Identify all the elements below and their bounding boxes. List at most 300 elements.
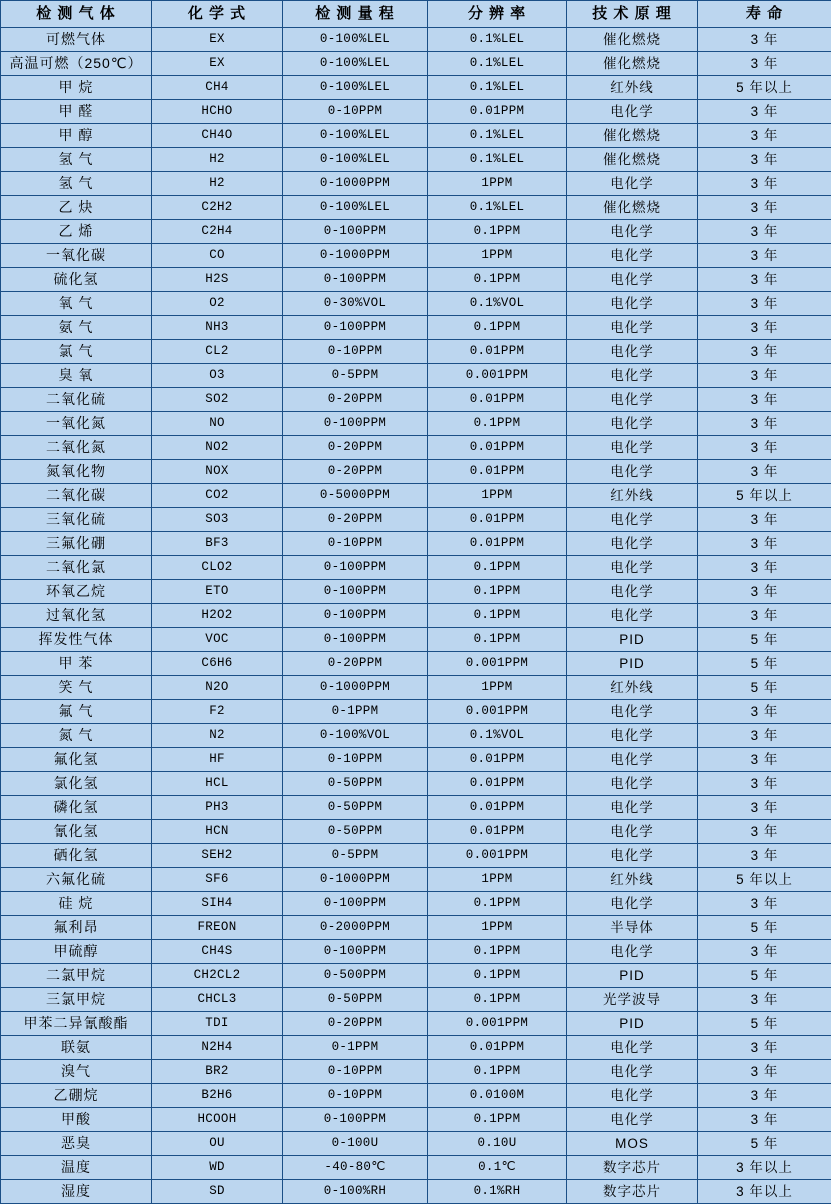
cell-detection-range: 0-20PPM (283, 388, 428, 412)
cell-gas-name: 联氨 (1, 1036, 152, 1060)
cell-detection-range: 0-100PPM (283, 1108, 428, 1132)
cell-gas-name: 甲酸 (1, 1108, 152, 1132)
cell-lifetime: 3 年 (698, 172, 831, 196)
cell-resolution: 0.1PPM (428, 892, 567, 916)
table-row (1, 916, 831, 940)
cell-resolution: 0.1%LEL (428, 124, 567, 148)
table-row (1, 940, 831, 964)
cell-chemical-formula: CO2 (152, 484, 283, 508)
cell-lifetime: 5 年以上 (698, 484, 831, 508)
cell-lifetime: 3 年 (698, 508, 831, 532)
cell-detection-range: 0-1000PPM (283, 172, 428, 196)
table-row (1, 388, 831, 412)
cell-resolution: 1PPM (428, 172, 567, 196)
cell-detection-range: 0-50PPM (283, 772, 428, 796)
cell-chemical-formula: O2 (152, 292, 283, 316)
cell-chemical-formula: HF (152, 748, 283, 772)
cell-gas-name: 可燃气体 (1, 28, 152, 52)
cell-detection-range: 0-2000PPM (283, 916, 428, 940)
cell-chemical-formula: B2H6 (152, 1084, 283, 1108)
cell-resolution: 0.1%VOL (428, 292, 567, 316)
table-row (1, 436, 831, 460)
cell-resolution: 0.1PPM (428, 604, 567, 628)
cell-resolution: 0.1PPM (428, 1108, 567, 1132)
cell-gas-name: 挥发性气体 (1, 628, 152, 652)
cell-chemical-formula: NH3 (152, 316, 283, 340)
cell-detection-range: 0-50PPM (283, 796, 428, 820)
cell-technology: 电化学 (567, 100, 698, 124)
cell-lifetime: 3 年 (698, 460, 831, 484)
cell-gas-name: 乙 烯 (1, 220, 152, 244)
table-row (1, 412, 831, 436)
cell-lifetime: 3 年 (698, 1108, 831, 1132)
cell-chemical-formula: EX (152, 52, 283, 76)
cell-detection-range: 0-100PPM (283, 220, 428, 244)
cell-lifetime: 5 年 (698, 628, 831, 652)
cell-technology: 电化学 (567, 796, 698, 820)
cell-resolution: 0.1%LEL (428, 196, 567, 220)
cell-chemical-formula: N2O (152, 676, 283, 700)
table-row (1, 676, 831, 700)
cell-resolution: 1PPM (428, 244, 567, 268)
cell-gas-name: 氟利昂 (1, 916, 152, 940)
table-row (1, 484, 831, 508)
table-row (1, 52, 831, 76)
cell-technology: 电化学 (567, 772, 698, 796)
cell-chemical-formula: HCOOH (152, 1108, 283, 1132)
cell-technology: 电化学 (567, 1036, 698, 1060)
cell-lifetime: 5 年 (698, 916, 831, 940)
cell-chemical-formula: CLO2 (152, 556, 283, 580)
cell-resolution: 0.1%LEL (428, 52, 567, 76)
cell-detection-range: 0-1000PPM (283, 244, 428, 268)
cell-lifetime: 5 年 (698, 964, 831, 988)
cell-detection-range: 0-100PPM (283, 412, 428, 436)
cell-detection-range: 0-1PPM (283, 700, 428, 724)
cell-lifetime: 3 年 (698, 556, 831, 580)
cell-gas-name: 氟化氢 (1, 748, 152, 772)
cell-gas-name: 三氧化硫 (1, 508, 152, 532)
table-row (1, 124, 831, 148)
cell-resolution: 0.01PPM (428, 532, 567, 556)
table-row (1, 1036, 831, 1060)
cell-resolution: 0.01PPM (428, 772, 567, 796)
cell-technology: 电化学 (567, 820, 698, 844)
cell-lifetime: 5 年 (698, 1132, 831, 1156)
cell-chemical-formula: SIH4 (152, 892, 283, 916)
cell-technology: 电化学 (567, 244, 698, 268)
cell-resolution: 0.1%LEL (428, 28, 567, 52)
cell-lifetime: 3 年 (698, 124, 831, 148)
cell-detection-range: 0-1PPM (283, 1036, 428, 1060)
cell-lifetime: 3 年 (698, 220, 831, 244)
cell-lifetime: 5 年 (698, 1012, 831, 1036)
cell-resolution: 0.01PPM (428, 388, 567, 412)
column-header-chemical-formula: 化 学 式 (152, 1, 283, 28)
cell-resolution: 0.1PPM (428, 940, 567, 964)
cell-lifetime: 3 年 (698, 532, 831, 556)
cell-gas-name: 二氧化碳 (1, 484, 152, 508)
cell-lifetime: 3 年 (698, 436, 831, 460)
table-row (1, 28, 831, 52)
cell-resolution: 0.1℃ (428, 1156, 567, 1180)
cell-technology: 电化学 (567, 724, 698, 748)
table-row (1, 316, 831, 340)
cell-chemical-formula: BR2 (152, 1060, 283, 1084)
table-row (1, 292, 831, 316)
cell-chemical-formula: SO3 (152, 508, 283, 532)
cell-lifetime: 3 年 (698, 100, 831, 124)
table-row (1, 988, 831, 1012)
cell-lifetime: 3 年 (698, 820, 831, 844)
cell-gas-name: 溴气 (1, 1060, 152, 1084)
cell-resolution: 0.01PPM (428, 100, 567, 124)
cell-detection-range: 0-5PPM (283, 364, 428, 388)
cell-lifetime: 3 年 (698, 748, 831, 772)
cell-resolution: 1PPM (428, 484, 567, 508)
cell-chemical-formula: NO2 (152, 436, 283, 460)
cell-technology: 电化学 (567, 556, 698, 580)
table-row (1, 244, 831, 268)
table-row (1, 748, 831, 772)
cell-chemical-formula: CHCL3 (152, 988, 283, 1012)
cell-detection-range: 0-10PPM (283, 1084, 428, 1108)
cell-resolution: 0.1PPM (428, 964, 567, 988)
table-row (1, 268, 831, 292)
cell-detection-range: 0-50PPM (283, 988, 428, 1012)
cell-detection-range: 0-5PPM (283, 844, 428, 868)
cell-chemical-formula: SF6 (152, 868, 283, 892)
cell-detection-range: 0-100%VOL (283, 724, 428, 748)
column-header-detection-range: 检 测 量 程 (283, 1, 428, 28)
cell-chemical-formula: CH4S (152, 940, 283, 964)
cell-detection-range: 0-500PPM (283, 964, 428, 988)
cell-lifetime: 3 年 (698, 364, 831, 388)
cell-gas-name: 环氧乙烷 (1, 580, 152, 604)
cell-gas-name: 湿度 (1, 1180, 152, 1204)
table-row (1, 508, 831, 532)
cell-gas-name: 氮 气 (1, 724, 152, 748)
cell-technology: 半导体 (567, 916, 698, 940)
table-row (1, 964, 831, 988)
cell-technology: 电化学 (567, 172, 698, 196)
cell-gas-name: 磷化氢 (1, 796, 152, 820)
cell-resolution: 0.1PPM (428, 628, 567, 652)
cell-lifetime: 3 年 (698, 28, 831, 52)
table-row (1, 892, 831, 916)
cell-technology: 电化学 (567, 748, 698, 772)
cell-technology: 电化学 (567, 1084, 698, 1108)
cell-resolution: 0.1%VOL (428, 724, 567, 748)
table-row (1, 628, 831, 652)
table-row (1, 1108, 831, 1132)
cell-lifetime: 3 年以上 (698, 1180, 831, 1204)
cell-lifetime: 3 年 (698, 316, 831, 340)
cell-gas-name: 甲 苯 (1, 652, 152, 676)
cell-technology: 催化燃烧 (567, 52, 698, 76)
cell-technology: 电化学 (567, 892, 698, 916)
cell-chemical-formula: BF3 (152, 532, 283, 556)
column-header-resolution: 分 辨 率 (428, 1, 567, 28)
cell-resolution: 0.01PPM (428, 436, 567, 460)
cell-chemical-formula: SEH2 (152, 844, 283, 868)
cell-lifetime: 3 年 (698, 388, 831, 412)
cell-resolution: 1PPM (428, 916, 567, 940)
cell-gas-name: 一氧化碳 (1, 244, 152, 268)
cell-resolution: 0.0100M (428, 1084, 567, 1108)
cell-gas-name: 甲苯二异氰酸酯 (1, 1012, 152, 1036)
cell-detection-range: 0-20PPM (283, 652, 428, 676)
cell-gas-name: 笑 气 (1, 676, 152, 700)
cell-technology: 红外线 (567, 484, 698, 508)
table-header (1, 1, 831, 28)
cell-detection-range: 0-100PPM (283, 604, 428, 628)
cell-gas-name: 氧 气 (1, 292, 152, 316)
cell-technology: 电化学 (567, 508, 698, 532)
cell-technology: 催化燃烧 (567, 124, 698, 148)
cell-lifetime: 5 年以上 (698, 76, 831, 100)
cell-lifetime: 3 年 (698, 196, 831, 220)
cell-chemical-formula: OU (152, 1132, 283, 1156)
cell-detection-range: 0-100PPM (283, 940, 428, 964)
cell-resolution: 0.01PPM (428, 460, 567, 484)
table-row (1, 172, 831, 196)
cell-lifetime: 3 年 (698, 148, 831, 172)
cell-resolution: 0.1%LEL (428, 148, 567, 172)
cell-lifetime: 3 年 (698, 244, 831, 268)
cell-detection-range: -40-80℃ (283, 1156, 428, 1180)
cell-technology: 电化学 (567, 1060, 698, 1084)
table-row (1, 580, 831, 604)
cell-detection-range: 0-100%RH (283, 1180, 428, 1204)
cell-detection-range: 0-100%LEL (283, 148, 428, 172)
cell-gas-name: 三氯甲烷 (1, 988, 152, 1012)
cell-gas-name: 甲 醇 (1, 124, 152, 148)
cell-gas-name: 恶臭 (1, 1132, 152, 1156)
cell-detection-range: 0-100%LEL (283, 124, 428, 148)
cell-lifetime: 3 年 (698, 340, 831, 364)
cell-chemical-formula: C2H2 (152, 196, 283, 220)
table-row (1, 700, 831, 724)
cell-technology: 电化学 (567, 340, 698, 364)
column-header-lifetime: 寿 命 (698, 1, 831, 28)
table-row (1, 556, 831, 580)
cell-technology: 催化燃烧 (567, 28, 698, 52)
table-row (1, 652, 831, 676)
cell-detection-range: 0-100PPM (283, 628, 428, 652)
cell-chemical-formula: HCL (152, 772, 283, 796)
cell-detection-range: 0-100%LEL (283, 76, 428, 100)
cell-technology: 电化学 (567, 316, 698, 340)
cell-chemical-formula: HCHO (152, 100, 283, 124)
cell-lifetime: 3 年 (698, 892, 831, 916)
cell-detection-range: 0-10PPM (283, 748, 428, 772)
cell-resolution: 0.1PPM (428, 580, 567, 604)
cell-lifetime: 3 年以上 (698, 1156, 831, 1180)
cell-technology: 电化学 (567, 604, 698, 628)
cell-chemical-formula: CH4 (152, 76, 283, 100)
cell-resolution: 0.001PPM (428, 700, 567, 724)
cell-gas-name: 二氧化氮 (1, 436, 152, 460)
cell-chemical-formula: EX (152, 28, 283, 52)
cell-technology: 电化学 (567, 1108, 698, 1132)
cell-detection-range: 0-100PPM (283, 556, 428, 580)
cell-technology: 电化学 (567, 700, 698, 724)
cell-resolution: 0.1PPM (428, 988, 567, 1012)
cell-resolution: 0.1%RH (428, 1180, 567, 1204)
cell-technology: 电化学 (567, 580, 698, 604)
table-row (1, 364, 831, 388)
cell-technology: PID (567, 1012, 698, 1036)
cell-chemical-formula: WD (152, 1156, 283, 1180)
cell-detection-range: 0-100PPM (283, 892, 428, 916)
table-row (1, 1084, 831, 1108)
cell-resolution: 0.10U (428, 1132, 567, 1156)
cell-chemical-formula: H2S (152, 268, 283, 292)
cell-resolution: 0.01PPM (428, 340, 567, 364)
cell-chemical-formula: N2 (152, 724, 283, 748)
cell-resolution: 0.1PPM (428, 1060, 567, 1084)
cell-chemical-formula: O3 (152, 364, 283, 388)
cell-chemical-formula: C6H6 (152, 652, 283, 676)
cell-chemical-formula: H2 (152, 148, 283, 172)
cell-gas-name: 甲 醛 (1, 100, 152, 124)
cell-resolution: 0.001PPM (428, 652, 567, 676)
cell-technology: PID (567, 628, 698, 652)
cell-resolution: 0.1PPM (428, 412, 567, 436)
cell-resolution: 0.01PPM (428, 820, 567, 844)
cell-technology: 电化学 (567, 268, 698, 292)
cell-chemical-formula: NO (152, 412, 283, 436)
cell-gas-name: 高温可燃（250℃） (1, 52, 152, 76)
cell-detection-range: 0-100%LEL (283, 28, 428, 52)
cell-technology: 光学波导 (567, 988, 698, 1012)
cell-technology: 电化学 (567, 940, 698, 964)
cell-resolution: 0.01PPM (428, 1036, 567, 1060)
table-row (1, 772, 831, 796)
cell-detection-range: 0-30%VOL (283, 292, 428, 316)
cell-gas-name: 一氧化氮 (1, 412, 152, 436)
cell-gas-name: 氨 气 (1, 316, 152, 340)
cell-lifetime: 3 年 (698, 940, 831, 964)
cell-gas-name: 六氟化硫 (1, 868, 152, 892)
cell-lifetime: 3 年 (698, 1060, 831, 1084)
cell-technology: 电化学 (567, 412, 698, 436)
table-row (1, 796, 831, 820)
cell-detection-range: 0-50PPM (283, 820, 428, 844)
cell-gas-name: 甲硫醇 (1, 940, 152, 964)
table-row (1, 1012, 831, 1036)
cell-resolution: 0.01PPM (428, 748, 567, 772)
table-row (1, 1060, 831, 1084)
cell-lifetime: 5 年以上 (698, 868, 831, 892)
cell-detection-range: 0-100%LEL (283, 52, 428, 76)
cell-chemical-formula: N2H4 (152, 1036, 283, 1060)
cell-detection-range: 0-10PPM (283, 340, 428, 364)
cell-technology: 红外线 (567, 868, 698, 892)
cell-gas-name: 二氧化硫 (1, 388, 152, 412)
table-row (1, 604, 831, 628)
cell-detection-range: 0-100%LEL (283, 196, 428, 220)
cell-chemical-formula: CO (152, 244, 283, 268)
cell-resolution: 1PPM (428, 676, 567, 700)
cell-gas-name: 硒化氢 (1, 844, 152, 868)
cell-gas-name: 温度 (1, 1156, 152, 1180)
cell-lifetime: 3 年 (698, 796, 831, 820)
cell-chemical-formula: TDI (152, 1012, 283, 1036)
cell-detection-range: 0-20PPM (283, 508, 428, 532)
cell-detection-range: 0-20PPM (283, 1012, 428, 1036)
cell-lifetime: 3 年 (698, 700, 831, 724)
cell-resolution: 0.1PPM (428, 316, 567, 340)
table-row (1, 76, 831, 100)
cell-detection-range: 0-10PPM (283, 100, 428, 124)
cell-detection-range: 0-100U (283, 1132, 428, 1156)
cell-detection-range: 0-20PPM (283, 436, 428, 460)
cell-gas-name: 乙硼烷 (1, 1084, 152, 1108)
cell-chemical-formula: CL2 (152, 340, 283, 364)
table-row (1, 100, 831, 124)
table-row (1, 1132, 831, 1156)
table-row (1, 148, 831, 172)
cell-resolution: 0.1PPM (428, 220, 567, 244)
cell-lifetime: 5 年 (698, 676, 831, 700)
cell-technology: 催化燃烧 (567, 196, 698, 220)
cell-resolution: 0.001PPM (428, 364, 567, 388)
cell-technology: PID (567, 964, 698, 988)
cell-resolution: 1PPM (428, 868, 567, 892)
cell-lifetime: 5 年 (698, 652, 831, 676)
cell-technology: 电化学 (567, 292, 698, 316)
cell-gas-name: 乙 炔 (1, 196, 152, 220)
cell-gas-name: 硅 烷 (1, 892, 152, 916)
table-row (1, 340, 831, 364)
cell-technology: MOS (567, 1132, 698, 1156)
table-row (1, 532, 831, 556)
cell-gas-name: 氯 气 (1, 340, 152, 364)
cell-chemical-formula: F2 (152, 700, 283, 724)
cell-lifetime: 3 年 (698, 604, 831, 628)
cell-resolution: 0.001PPM (428, 844, 567, 868)
cell-gas-name: 甲 烷 (1, 76, 152, 100)
cell-technology: 电化学 (567, 460, 698, 484)
cell-lifetime: 3 年 (698, 1084, 831, 1108)
cell-lifetime: 3 年 (698, 268, 831, 292)
cell-resolution: 0.01PPM (428, 796, 567, 820)
cell-detection-range: 0-10PPM (283, 1060, 428, 1084)
cell-technology: 电化学 (567, 388, 698, 412)
cell-chemical-formula: FREON (152, 916, 283, 940)
cell-lifetime: 3 年 (698, 1036, 831, 1060)
cell-technology: 数字芯片 (567, 1180, 698, 1204)
cell-technology: 数字芯片 (567, 1156, 698, 1180)
cell-chemical-formula: VOC (152, 628, 283, 652)
table-body (1, 28, 831, 1204)
cell-gas-name: 臭 氧 (1, 364, 152, 388)
cell-resolution: 0.1%LEL (428, 76, 567, 100)
cell-technology: PID (567, 652, 698, 676)
cell-detection-range: 0-100PPM (283, 316, 428, 340)
cell-lifetime: 3 年 (698, 412, 831, 436)
cell-chemical-formula: H2O2 (152, 604, 283, 628)
cell-technology: 电化学 (567, 220, 698, 244)
cell-chemical-formula: SD (152, 1180, 283, 1204)
cell-lifetime: 3 年 (698, 772, 831, 796)
cell-lifetime: 3 年 (698, 988, 831, 1012)
cell-resolution: 0.001PPM (428, 1012, 567, 1036)
cell-gas-name: 氢 气 (1, 148, 152, 172)
cell-gas-name: 氢 气 (1, 172, 152, 196)
